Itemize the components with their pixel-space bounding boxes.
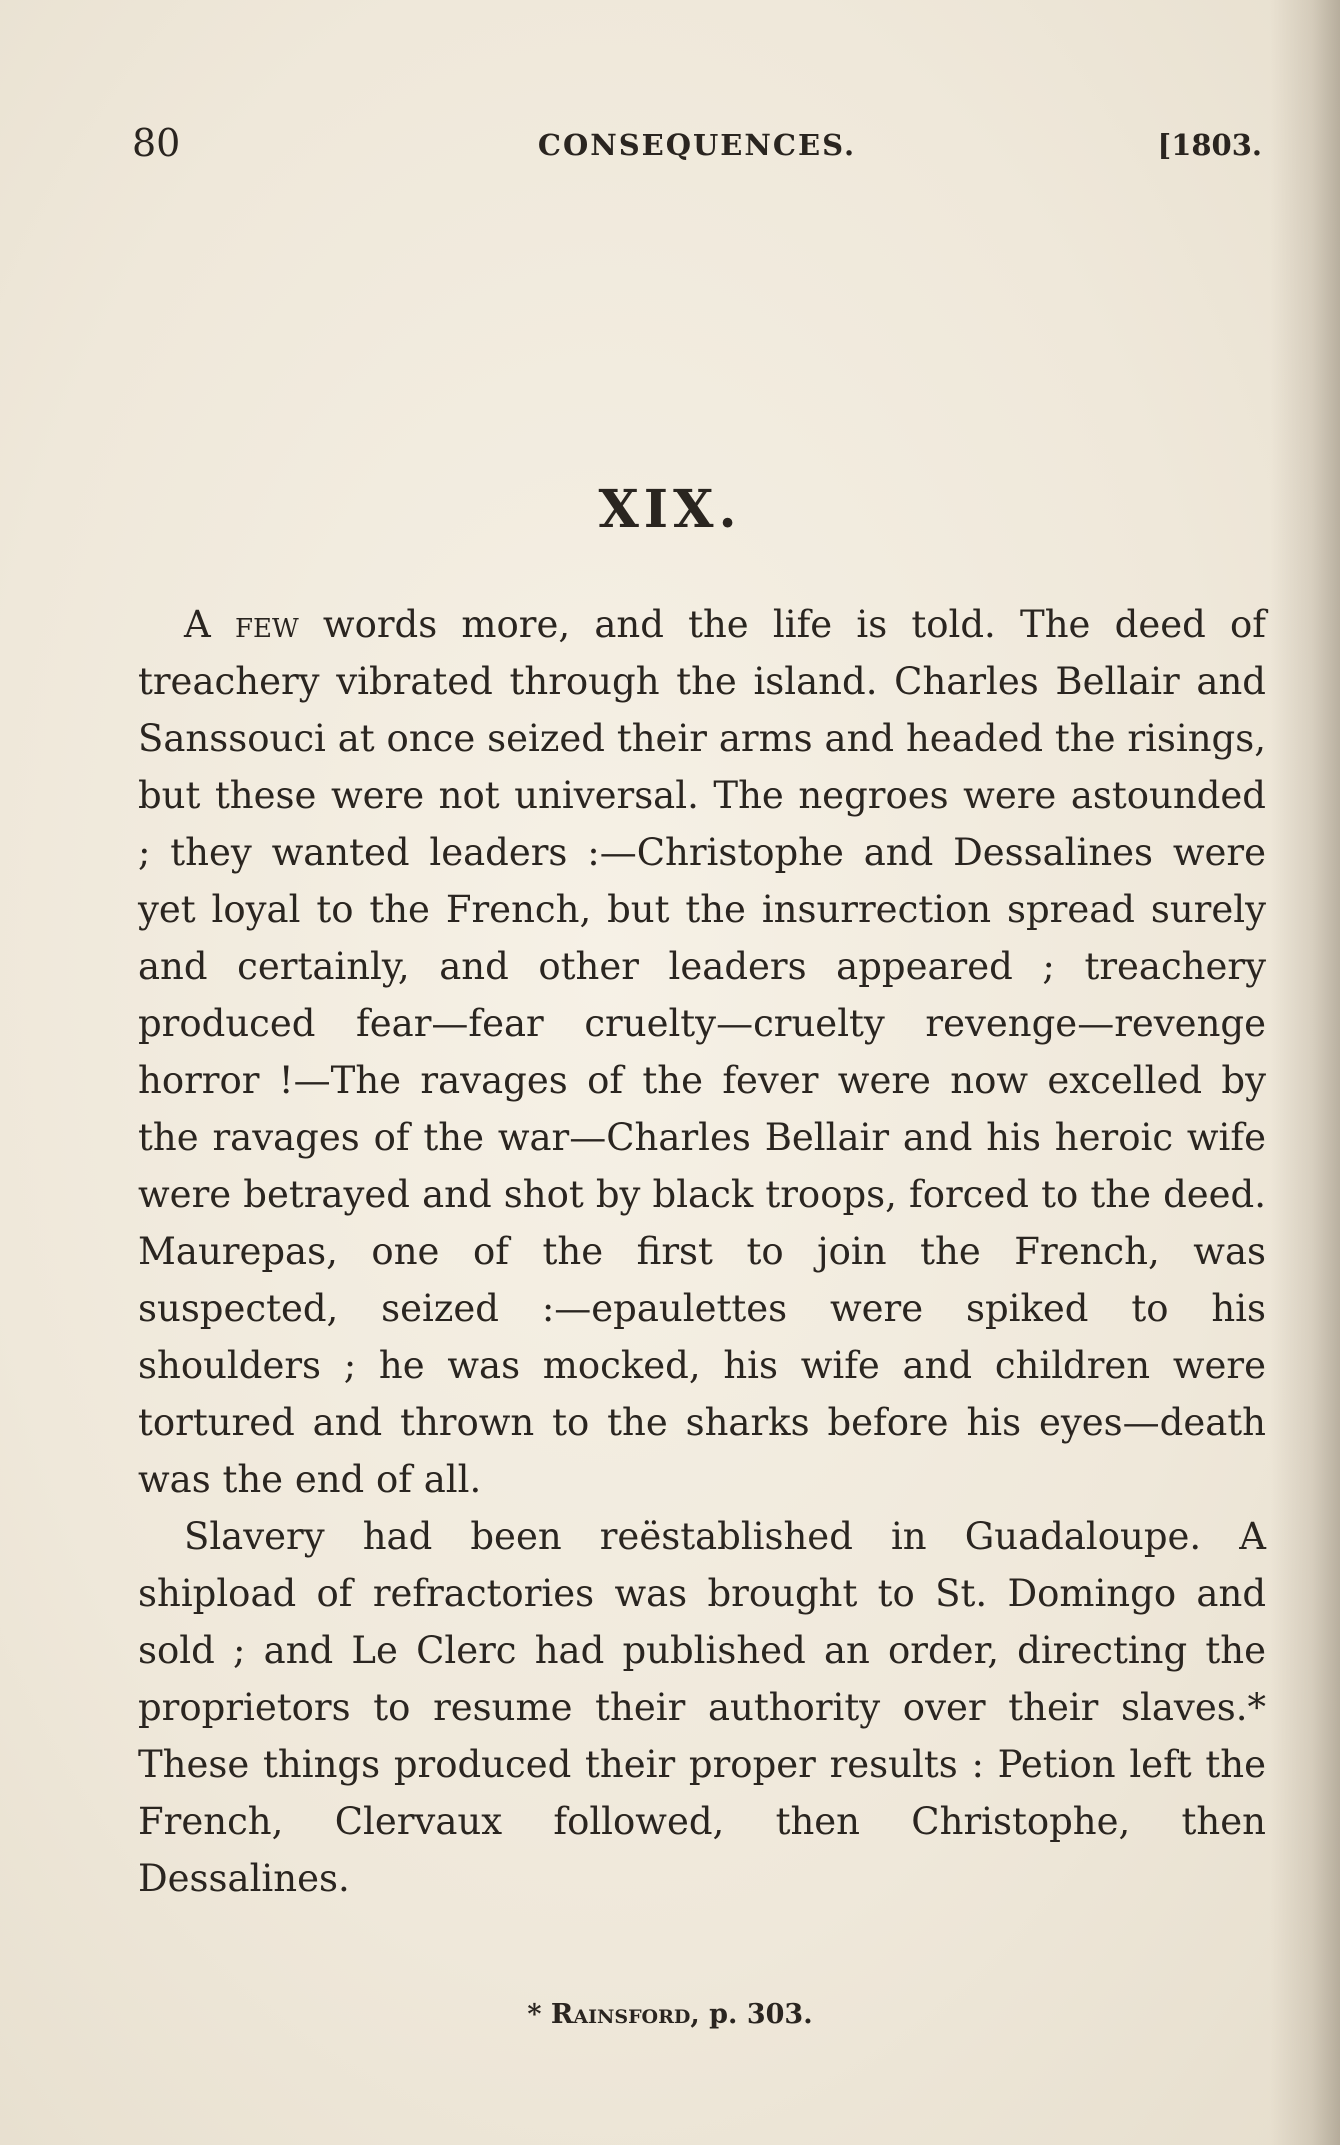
header-year: [1803. [1157, 128, 1262, 162]
paragraph-1-smallcaps: few [210, 603, 299, 646]
page-number: 80 [132, 121, 181, 165]
footnote-source: Rainsford [550, 1999, 691, 2030]
paragraph-1-text: words more, and the life is told. The deed of treachery vibrated through the island. Charles Bellair and Sanssouci at once seized their arms and headed the risings, but these were not universal. The negroes were astounded ; they wanted leaders :—Christophe and Dessalines were yet loyal to the French, but the insurrection spread surely and certainly, and other leaders appeared ; treachery produced fear—fear cruelty—cruelty revenge—revenge horror !—The ravages of the fever were now excelled by the ravages of the war—Charles Bellair and his heroic wife were betrayed and shot by black troops, forced to the deed. Maurepas, one of the first to join the French, was suspected, seized :—epaulettes were spiked to his shoulders ; he was mocked, his wife and children were tortured and thrown to the sharks before his eyes—death was the end of all. [138, 603, 1266, 1501]
running-head: CONSEQUENCES. [537, 128, 857, 162]
paragraph-2: Slavery had been reëstablished in Guadaloupe. A shipload of refractories was brought to St. Domingo and sold ; and Le Clerc had published an order, directing the proprietors to resume their authority over their slaves.* These things produced their proper results : Petion left the French, Clervaux followed, then Christophe, then Dessalines. [138, 1515, 1266, 1900]
page-edge-shadow [1270, 0, 1340, 2145]
chapter-heading: XIX. [598, 479, 742, 540]
body-text [138, 596, 1266, 1907]
footnote [0, 1995, 1340, 2035]
paragraph-1-lead: A [184, 603, 211, 646]
footnote-ref: , p. 303. [690, 1999, 813, 2030]
footnote-marker: * [527, 1999, 551, 2030]
page-header [132, 118, 1262, 178]
paragraph-1 [138, 596, 1266, 1508]
